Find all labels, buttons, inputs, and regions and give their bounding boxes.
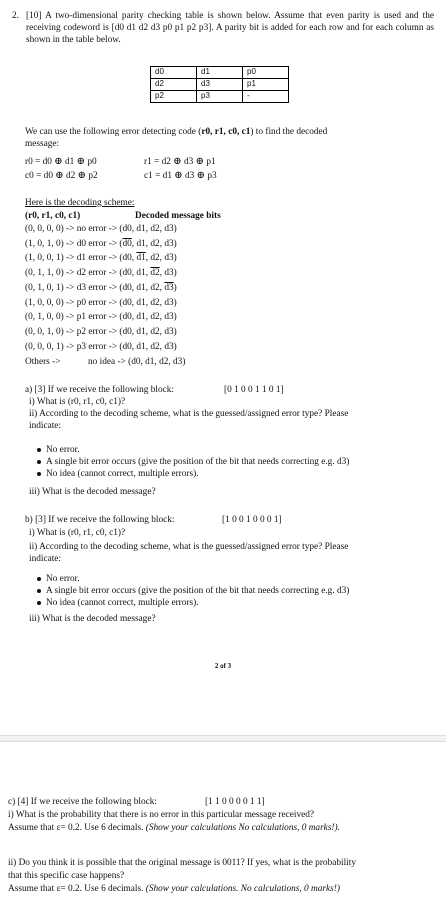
xor-symbol: ⊕ bbox=[195, 156, 204, 167]
option-item bbox=[46, 597, 349, 609]
scheme-row-text: (0, 0, 0, 0) -> no error -> (d0, d1, d2, d3) bbox=[25, 224, 177, 234]
scheme-row-text-end: ) bbox=[173, 282, 177, 293]
option-item bbox=[46, 573, 349, 585]
table-cell: p2 bbox=[151, 91, 197, 103]
scheme-col1: (r0, r1, c0, c1) bbox=[25, 211, 81, 221]
part-b-i: i) What is (r0, r1, c0, c1)? bbox=[29, 528, 126, 538]
part-b-ii-indicate: indicate: bbox=[29, 554, 62, 564]
part-b-iii: iii) What is the decoded message? bbox=[29, 614, 156, 624]
scheme-row bbox=[25, 341, 177, 353]
scheme-row-text: (1, 0, 1, 0) -> d0 error -> ( bbox=[25, 238, 123, 249]
eq-term: d3 bbox=[185, 171, 195, 181]
bullet-icon bbox=[37, 472, 41, 476]
scheme-row-text: (0, 1, 1, 0) -> d2 error -> (d0, d1, bbox=[25, 268, 151, 279]
option-item bbox=[46, 444, 349, 456]
bullet-icon bbox=[37, 601, 41, 605]
scheme-row-text-end: , d2, d3) bbox=[145, 253, 177, 264]
table-cell: d2 bbox=[151, 79, 197, 91]
eq-term: d3 bbox=[183, 157, 194, 167]
bullet-icon bbox=[37, 589, 41, 593]
option-item bbox=[46, 585, 349, 597]
table-cell: p3 bbox=[197, 91, 243, 103]
part-b-block: [1 0 0 1 0 0 0 1] bbox=[222, 515, 282, 525]
scheme-row-text: (1, 0, 0, 0) -> p0 error -> (d0, d1, d2, d3) bbox=[25, 297, 177, 308]
scheme-row-text: (0, 0, 0, 1) -> p3 error -> (d0, d1, d2, d3) bbox=[25, 341, 177, 352]
xor-symbol: ⊕ bbox=[77, 170, 87, 181]
page-separator bbox=[0, 735, 446, 742]
eq-term: p0 bbox=[87, 157, 97, 167]
part-c-i: i) What is the probability that there is no error in this particular message received? bbox=[8, 810, 315, 820]
part-a-options bbox=[46, 444, 349, 480]
scheme-others-label: Others -> bbox=[25, 357, 61, 367]
scheme-row-text: (0, 1, 0, 1) -> d3 error -> (d0, d1, d2, bbox=[25, 282, 165, 293]
scheme-title bbox=[25, 197, 134, 209]
xor-symbol: ⊕ bbox=[76, 156, 85, 167]
part-c-ii-assume bbox=[8, 883, 340, 895]
epsilon-text: ε= 0.2. Use 6 decimals. bbox=[56, 823, 144, 833]
part-a-block: [0 1 0 0 1 1 0 1] bbox=[224, 385, 284, 395]
scheme-row bbox=[25, 326, 177, 338]
complemented-bit: d0 bbox=[122, 238, 132, 249]
part-a-ii: ii) According to the decoding scheme, what is the guessed/assigned error type? Please bbox=[29, 409, 349, 419]
scheme-row bbox=[25, 282, 177, 294]
table-cell: d1 bbox=[197, 67, 243, 79]
eq-term: c0 = d0 bbox=[25, 171, 53, 181]
eq-term: c1 = d1 bbox=[144, 171, 172, 181]
scheme-col2: Decoded message bits bbox=[135, 211, 221, 221]
part-c-line: c) [4] If we receive the following block: bbox=[8, 797, 157, 807]
xor-symbol: ⊕ bbox=[196, 170, 206, 181]
part-c-ii: ii) Do you think it is possible that the original message is 0011? If yes, what is the probability bbox=[8, 858, 356, 868]
xor-symbol: ⊕ bbox=[174, 170, 183, 181]
eq-term: d1 bbox=[64, 157, 75, 167]
table-row bbox=[151, 67, 289, 79]
scheme-row bbox=[25, 252, 177, 264]
xor-symbol: ⊕ bbox=[54, 156, 63, 167]
scheme-row-text: (1, 0, 0, 1) -> d1 error -> (d0, bbox=[25, 253, 137, 264]
xor-symbol: ⊕ bbox=[173, 156, 182, 167]
eq-term: r1 = d2 bbox=[144, 157, 171, 167]
bullet-icon bbox=[37, 577, 41, 581]
option-item bbox=[46, 468, 349, 480]
table-cell: - bbox=[243, 91, 289, 103]
part-c-i-assume bbox=[8, 822, 340, 834]
part-b-ii: ii) According to the decoding scheme, what is the guessed/assigned error type? Please bbox=[29, 542, 349, 552]
code-intro-line2: message: bbox=[25, 139, 60, 149]
complemented-bit: d1 bbox=[136, 253, 146, 264]
parity-table bbox=[150, 66, 289, 103]
table-cell: d0 bbox=[151, 67, 197, 79]
scheme-row bbox=[25, 311, 177, 323]
option-text: A single bit error occurs (give the position of the bit that needs correcting e.g. d3) bbox=[46, 457, 350, 467]
option-text: No error. bbox=[46, 574, 80, 584]
option-text: A single bit error occurs (give the position of the bit that needs correcting e.g. d3) bbox=[46, 586, 350, 596]
table-row bbox=[151, 91, 289, 103]
table-cell: p0 bbox=[243, 67, 289, 79]
code-intro-bold: r0, r1, c0, c1 bbox=[201, 127, 251, 137]
option-text: No idea (cannot correct, multiple errors). bbox=[46, 469, 199, 479]
scheme-row-text: (0, 1, 0, 0) -> p1 error -> (d0, d1, d2, d3) bbox=[25, 312, 177, 323]
bullet-icon bbox=[37, 460, 41, 464]
page-footer: 2 of 3 bbox=[214, 662, 232, 670]
scheme-row bbox=[25, 267, 177, 279]
note-text: (Show your calculations. No calculations, 0 marks!) bbox=[145, 884, 340, 894]
equation-r0 bbox=[25, 155, 97, 168]
scheme-row-text-end: , d1, d2, d3) bbox=[131, 238, 177, 249]
eq-term: d2 bbox=[66, 171, 76, 181]
option-text: No error. bbox=[46, 445, 80, 455]
scheme-title-text: Here is the decoding scheme: bbox=[25, 198, 135, 208]
scheme-row bbox=[25, 238, 177, 250]
part-c-ii-line2: that this specific case happens? bbox=[8, 871, 125, 881]
table-cell: p1 bbox=[243, 79, 289, 91]
part-a-iii: iii) What is the decoded message? bbox=[29, 487, 156, 497]
scheme-row-text: (0, 0, 1, 0) -> p2 error -> (d0, d1, d2, d3) bbox=[25, 326, 177, 337]
table-row bbox=[151, 79, 289, 91]
xor-symbol: ⊕ bbox=[55, 170, 64, 181]
part-b-line: b) [3] If we receive the following block: bbox=[25, 515, 175, 525]
assume-text: Assume that bbox=[8, 823, 55, 833]
table-cell: d3 bbox=[197, 79, 243, 91]
scheme-row bbox=[25, 297, 177, 309]
eq-term: p1 bbox=[206, 157, 216, 167]
scheme-others-value: no idea -> (d0, d1, d2, d3) bbox=[88, 357, 186, 367]
bullet-icon bbox=[37, 448, 41, 452]
question-text: [10] A two-dimensional parity checking table is shown below. Assume that even parity is used and the receiving codeword is [d0 d1 d2 d3 p0 p1 p2 p3]. A parity bit is added for each row and for each column as shown in the table below. bbox=[26, 11, 434, 46]
part-a-i: i) What is (r0, r1, c0, c1)? bbox=[29, 397, 126, 407]
note-text: (Show your calculations No calculations, 0 marks!). bbox=[145, 823, 340, 833]
eq-term: p3 bbox=[207, 171, 217, 181]
epsilon-text: ε= 0.2. Use 6 decimals. bbox=[56, 884, 144, 894]
assume-text: Assume that bbox=[8, 884, 55, 894]
eq-term: r0 = d0 bbox=[25, 157, 52, 167]
question-number: 2. bbox=[12, 11, 19, 21]
part-a-line: a) [3] If we receive the following block: bbox=[25, 385, 174, 395]
equation-r1 bbox=[144, 155, 216, 168]
complemented-bit: d3 bbox=[164, 282, 174, 293]
equation-c0 bbox=[25, 169, 98, 182]
option-item bbox=[46, 456, 349, 468]
code-intro bbox=[25, 126, 327, 138]
part-c-block: [1 1 0 0 0 0 1 1] bbox=[205, 797, 265, 807]
page-3 bbox=[0, 742, 446, 902]
scheme-row bbox=[25, 223, 177, 235]
question-2-intro bbox=[12, 10, 434, 46]
eq-term: p2 bbox=[88, 171, 98, 181]
part-a-ii-indicate: indicate: bbox=[29, 421, 62, 431]
code-intro-text: We can use the following error detecting code ( bbox=[25, 127, 202, 137]
scheme-row-text-end: , d3) bbox=[159, 268, 177, 279]
part-b-options bbox=[46, 573, 349, 609]
option-text: No idea (cannot correct, multiple errors). bbox=[46, 598, 199, 608]
code-intro-text-end: ) to find the decoded bbox=[250, 127, 328, 137]
equation-c1 bbox=[144, 169, 217, 182]
complemented-bit: d2 bbox=[150, 268, 160, 279]
